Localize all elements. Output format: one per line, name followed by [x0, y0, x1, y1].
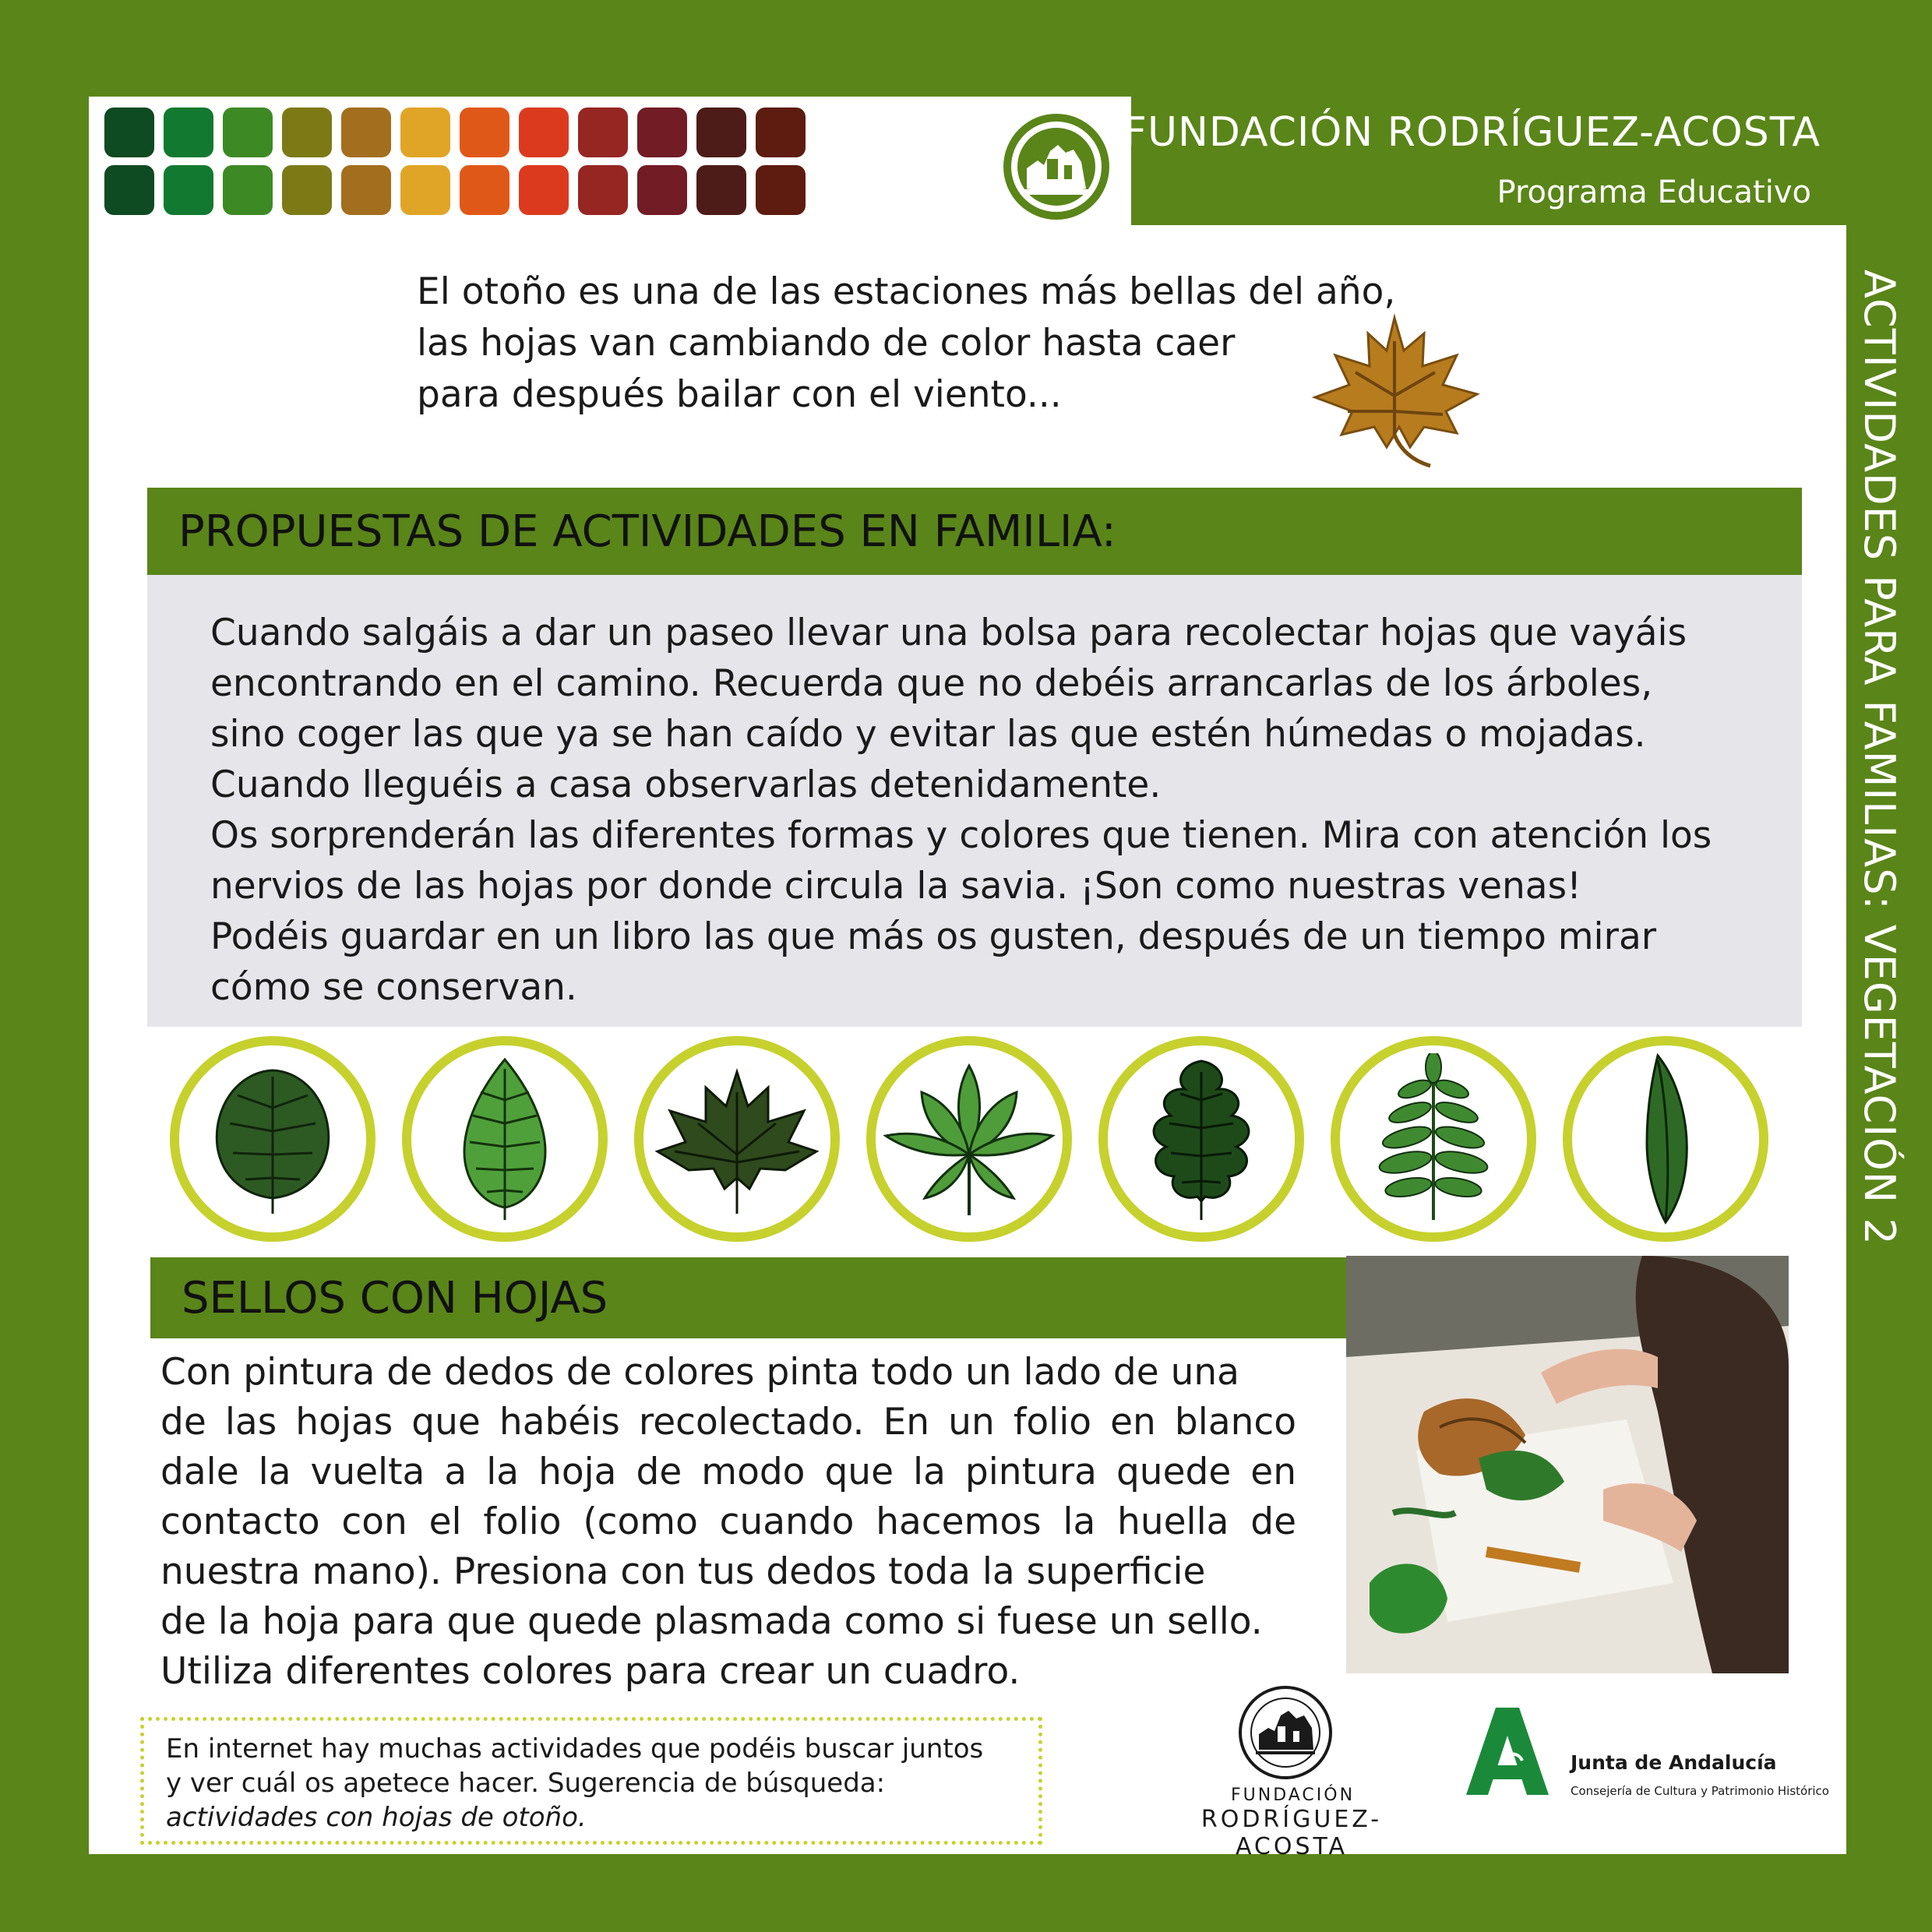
propuestas-line: Podéis guardar en un libro las que más os gusten, después de un tiempo mirar — [210, 915, 1657, 958]
maple-leaf-icon — [634, 1036, 840, 1242]
junta-andalucia-logo — [1465, 1705, 1550, 1798]
intro-text — [417, 266, 1395, 421]
color-swatch — [519, 108, 569, 157]
intro-line: para después bailar con el viento... — [417, 373, 1062, 416]
sellos-line: Con pintura de dedos de colores pinta todo un lado de una — [160, 1351, 1239, 1394]
color-swatch — [637, 108, 687, 157]
propuestas-line: Cuando lleguéis a casa observarlas detenidamente. — [210, 763, 1162, 806]
color-swatch — [578, 165, 628, 215]
color-swatch — [460, 165, 509, 215]
color-swatch — [104, 108, 154, 157]
sellos-heading-band — [150, 1257, 1350, 1338]
autumn-maple-leaf-icon — [1301, 310, 1488, 474]
propuestas-line: nervios de las hojas por donde circula la savia. ¡Son como nuestras venas! — [210, 865, 1581, 908]
junta-department: Consejería de Cultura y Patrimonio Histórico — [1571, 1784, 1829, 1798]
propuestas-text — [210, 608, 1712, 1013]
color-swatch — [282, 165, 332, 215]
side-title: ACTIVIDADES PARA FAMILIAS: VEGETACIÓN 2 — [1855, 270, 1904, 1246]
intro-line: las hojas van cambiando de color hasta caer — [417, 322, 1236, 365]
rowan-leaf-icon — [1331, 1036, 1536, 1242]
willow-leaf-icon — [1563, 1036, 1768, 1242]
color-swatch — [223, 165, 273, 215]
color-swatch — [400, 108, 450, 157]
foundation-logo — [1003, 114, 1109, 220]
leaf-gallery — [170, 1036, 1767, 1239]
color-swatch — [696, 165, 746, 215]
color-swatch — [341, 165, 391, 215]
search-suggestion: actividades con hojas de otoño. — [166, 1802, 587, 1833]
sellos-line: nuestra mano). Presiona con tus dedos toda la superficie — [160, 1550, 1206, 1593]
color-swatch — [519, 165, 569, 215]
junta-name: Junta de Andalucía — [1571, 1751, 1777, 1774]
sellos-line: de las hojas que habéis recolectado. En un folio en blanco — [160, 1401, 1296, 1444]
propuestas-heading-band — [147, 488, 1802, 575]
color-swatch — [696, 108, 746, 157]
color-swatch — [756, 108, 806, 157]
propuestas-line: cómo se conservan. — [210, 966, 577, 1009]
sellos-line: contacto con el folio (como cuando hacemos la huella de — [160, 1500, 1296, 1543]
color-palette — [104, 108, 790, 215]
sellos-text — [160, 1348, 1296, 1697]
foundation-name: FUNDACIÓN RODRÍGUEZ-ACOSTA — [1123, 109, 1821, 156]
sellos-line: dale la vuelta a la hoja de modo que la pintura quede en — [160, 1451, 1296, 1493]
color-swatch — [164, 108, 213, 157]
footer-foundation-label: FUNDACIÓN — [1231, 1786, 1356, 1805]
chestnut-leaf-icon — [866, 1036, 1072, 1242]
tip-line: y ver cuál os apetece hacer. Sugerencia de búsqueda: — [166, 1768, 886, 1799]
sellos-line: Utiliza diferentes colores para crear un cuadro. — [160, 1650, 1021, 1693]
child-painting-photo — [1346, 1256, 1789, 1673]
propuestas-line: sino coger las que ya se han caído y evitar las que estén húmedas o mojadas. — [210, 713, 1646, 756]
color-swatch — [282, 108, 332, 157]
color-swatch — [756, 165, 806, 215]
sellos-heading: SELLOS CON HOJAS — [182, 1272, 608, 1324]
propuestas-line: Cuando salgáis a dar un paseo llevar una bolsa para recolectar hojas que vayáis — [210, 612, 1687, 654]
tip-line: En internet hay muchas actividades que podéis buscar juntos — [166, 1733, 984, 1765]
color-swatch — [104, 165, 154, 215]
color-swatch — [460, 108, 509, 157]
foundation-seal-logo — [1237, 1684, 1334, 1781]
propuestas-line: encontrando en el camino. Recuerda que no debéis arrancarlas de los árboles, — [210, 662, 1653, 705]
elm-leaf-icon — [402, 1036, 608, 1242]
program-name: Programa Educativo — [1497, 175, 1811, 210]
footer-foundation-name: RODRÍGUEZ-ACOSTA — [1200, 1806, 1383, 1860]
search-tip-box — [140, 1717, 1042, 1845]
propuestas-line: Os sorprenderán las diferentes formas y colores que tienen. Mira con atención los — [210, 814, 1712, 857]
oak-leaf-icon — [1098, 1036, 1304, 1242]
color-swatch — [400, 165, 450, 215]
color-swatch — [637, 165, 687, 215]
sellos-line: de la hoja para que quede plasmada como si fuese un sello. — [160, 1600, 1263, 1643]
round-leaf-icon — [170, 1036, 375, 1242]
color-swatch — [164, 165, 213, 215]
color-swatch — [223, 108, 273, 157]
intro-line: El otoño es una de las estaciones más bellas del año, — [417, 270, 1396, 313]
color-swatch — [578, 108, 628, 157]
propuestas-heading: PROPUESTAS DE ACTIVIDADES EN FAMILIA: — [178, 506, 1116, 557]
color-swatch — [341, 108, 391, 157]
